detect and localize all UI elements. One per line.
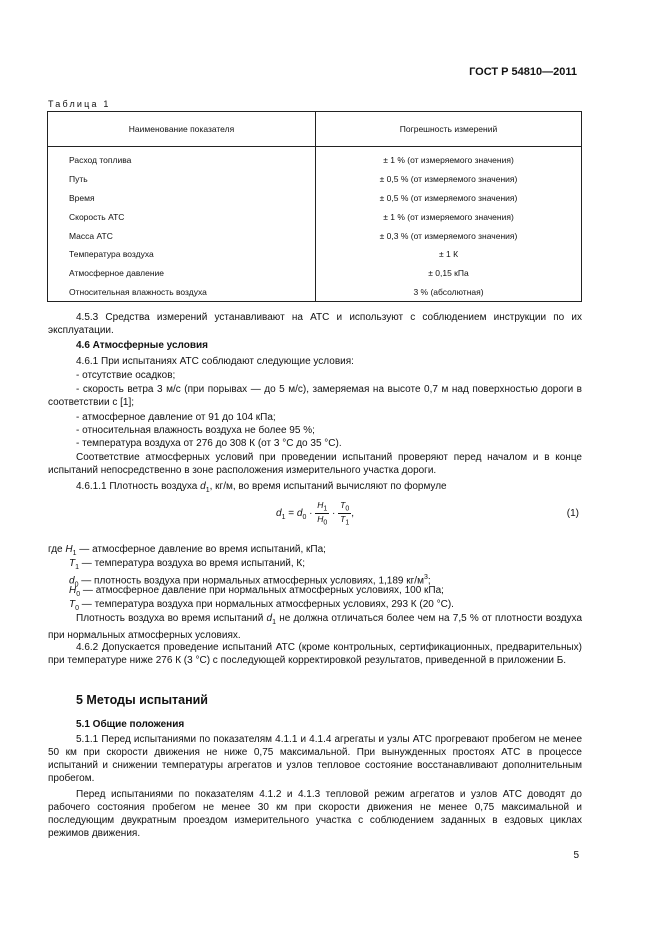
cell-error: ± 0,15 кПа [316, 264, 582, 283]
table-row [48, 147, 582, 170]
table-row [48, 189, 582, 208]
paragraph-4-5-3: 4.5.3 Средства измерений устанавливают на АТС и используют с соблюдением инструкции по их эксплуатации. [48, 312, 582, 336]
table-row [48, 207, 582, 226]
text: Плотность воздуха во время испытаний [76, 613, 264, 624]
text: — температура воздуха при нормальных атмосферных условиях, 293 К (20 °С). [79, 599, 454, 610]
section-5-title: 5 Методы испытаний [76, 693, 208, 707]
cell-error: ± 0,5 % (от измеряемого значения) [316, 189, 582, 208]
heading-5-1: 5.1 Общие положения [76, 719, 185, 730]
subscript: 1 [72, 550, 77, 557]
heading-4-6: 4.6 Атмосферные условия [76, 340, 209, 351]
cell-indicator: Путь [48, 170, 316, 189]
cell-error: ± 0,5 % (от измеряемого значения) [316, 170, 582, 189]
text: не должна отличаться более чем на 7,5 % от плотности воздуха при нормальных атмосферных условиях. [48, 613, 583, 641]
text: — температура воздуха во время испытаний, К; [79, 558, 306, 569]
symbol: H [65, 544, 73, 555]
table-header-error: Погрешность измерений [316, 112, 582, 147]
paragraph-atmospheric-check: Соответствие атмосферных условий при проведении испытаний проверяют перед началом и в конце испытаний непосредственно в зоне расположения измерительного участка дороги. [48, 452, 582, 476]
text: где [48, 544, 63, 555]
paragraph-4-6-2: 4.6.2 Допускается проведение испытаний АТС (кроме контрольных, сертификационных, предварительных) при температуре ниже 276 К (3 °С) с последующей корректировкой результатов, приведенной в приложении Б. [48, 642, 582, 666]
condition-item: - относительная влажность воздуха не более 95 %; [76, 425, 315, 436]
fraction-t: $\frac{T_0}{T_1}$ [340, 500, 350, 527]
subscript: 0 [74, 581, 79, 589]
cell-indicator: Температура воздуха [48, 245, 316, 264]
subscript: 0 [75, 605, 80, 612]
table-row [48, 245, 582, 264]
paragraph-5-1-1: 5.1.1 Перед испытаниями по показателям 4.1.1 и 4.1.4 агрегаты и узлы АТС прогревают пробегом не менее 50 км при скорости движения не ниже 0,75 максимальной. При вынужденных простоях АТС в процессе испытаний и снижении температуры агрегатов и узлов тепловое состояние восстанавливают дополнительным пробегом. [48, 734, 582, 784]
cell-indicator: Расход топлива [48, 147, 316, 170]
table-row [48, 283, 582, 302]
cell-indicator: Относительная влажность воздуха [48, 283, 316, 302]
cell-indicator: Атмосферное давление [48, 264, 316, 283]
symbol: T [69, 599, 76, 610]
table-row [48, 226, 582, 245]
text: , кг/м, во время испытаний вычисляют по формуле [209, 481, 447, 492]
paragraph-4-6-1-1: 4.6.1.1 Плотность воздуха $d_1$, кг/м, во время испытаний вычисляют по формуле [76, 481, 447, 494]
fraction-h: $\frac{H_1}{H_0}$ [317, 500, 328, 527]
text: 4.6.1.1 Плотность воздуха [76, 481, 198, 492]
cell-error: 3 % (абсолютная) [316, 283, 582, 302]
cell-error: ± 1 % (от измеряемого значения) [316, 207, 582, 226]
symbol: d [69, 575, 75, 587]
symbol: T [69, 558, 76, 569]
where-item: $d_0$ — плотность воздуха при нормальных атмосферных условиях, 1,189 $кг/м^3$; [69, 574, 431, 589]
condition-item: - скорость ветра 3 м/с (при порывах — до 5 м/с), замеряемая на высоте 0,7 м над поверхностью дороги в соответствии с [1]; [48, 384, 582, 408]
condition-item: - отсутствие осадков; [76, 370, 176, 381]
symbol: H [69, 585, 77, 596]
document-header: ГОСТ Р 54810—2011 [469, 66, 577, 78]
condition-item: - температура воздуха от 276 до 308 К (от 3 °С до 35 °С). [76, 438, 342, 449]
text: — плотность воздуха при нормальных атмосферных условиях, 1,189 кг/м [78, 575, 424, 587]
paragraph-4-6-1: 4.6.1 При испытаниях АТС соблюдают следующие условия: [76, 356, 354, 367]
cell-indicator: Масса АТС [48, 226, 316, 245]
paragraph-density: Плотность воздуха во время испытаний $d_1$ не должна отличаться более чем на 7,5 % от плотности воздуха при нормальных атмосферных условиях. [48, 613, 583, 641]
cell-error: ± 1 К [316, 245, 582, 264]
measurement-error-table [47, 111, 582, 302]
subscript: 1 [75, 564, 80, 571]
cell-indicator: Время [48, 189, 316, 208]
subscript: 0 [76, 591, 81, 598]
text: — атмосферное давление при нормальных атмосферных условиях, 100 кПа; [80, 585, 444, 596]
text: — атмосферное давление во время испытаний, кПа; [76, 544, 326, 555]
table-row [48, 170, 582, 189]
cell-error: ± 0,3 % (от измеряемого значения) [316, 226, 582, 245]
formula-1: $d_1 = d_0$ · $\frac{H_1}{H_0}$ · $\frac{T_0}{T_1}$ , [276, 500, 355, 527]
cell-error: ± 1 % (от измеряемого значения) [316, 147, 582, 170]
condition-item: - атмосферное давление от 91 до 104 кПа; [76, 412, 276, 423]
table-header-indicator: Наименование показателя [48, 112, 316, 147]
table-caption: Таблица 1 [48, 99, 111, 109]
table-row [48, 264, 582, 283]
formula-number: (1) [566, 508, 579, 519]
cell-indicator: Скорость АТС [48, 207, 316, 226]
page-number: 5 [573, 850, 579, 861]
paragraph-5-1-2: Перед испытаниями по показателям 4.1.2 и 4.1.3 тепловой режим агрегатов и узлов АТС доводят до рабочего состояния пробегом не менее 30 км при скорости движения не менее 0,75 максимальной и последующим двукратным проездом измерительного участка с соблюдением заданных в ездовых циклах режимов движения. [48, 789, 582, 839]
